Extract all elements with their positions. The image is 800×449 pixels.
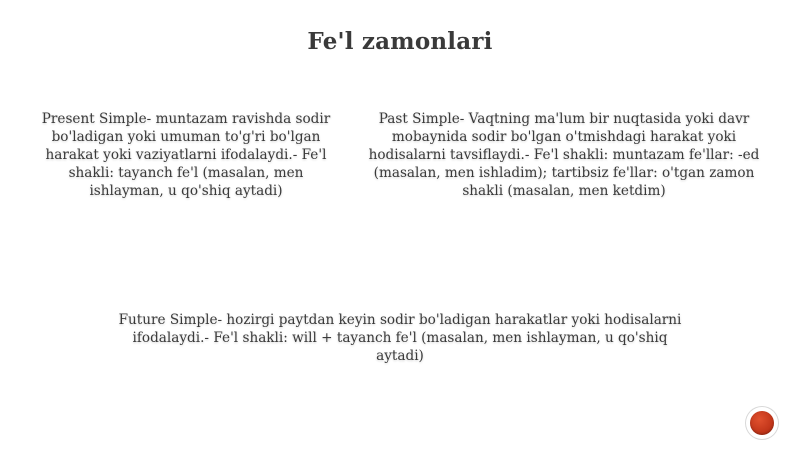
past-simple-text: Past Simple- Vaqtning ma'lum bir nuqtasida yoki davr mobaynida sodir bo'lgan o'tmishdagi harakat yoki hodisalarni tavsiflaydi.- Fe'l shakli: muntazam fe'llar: -ed (masalan, men ishladim); tartibsiz fe'llar: o'tgan zamon shakli (masalan, men ketdim) xyxy=(368,111,760,199)
slide-title: Fe'l zamonlari xyxy=(307,28,493,55)
next-slide-button[interactable] xyxy=(746,407,778,439)
future-simple-text: Future Simple- hozirgi paytdan keyin sodir bo'ladigan harakatlar yoki hodisalarni ifodalaydi.- Fe'l shakli: will + tayanch fe'l (masalan, men ishlayman, u qo'shiq aytadi) xyxy=(118,312,682,364)
circle-nav-icon xyxy=(750,411,774,435)
present-simple-text: Present Simple- muntazam ravishda sodir bo'ladigan yoki umuman to'g'ri bo'lgan harakat yoki vaziyatlarni ifodalaydi.- Fe'l shakli: tayanch fe'l (masalan, men ishlayman, u qo'shiq aytadi) xyxy=(41,111,331,199)
